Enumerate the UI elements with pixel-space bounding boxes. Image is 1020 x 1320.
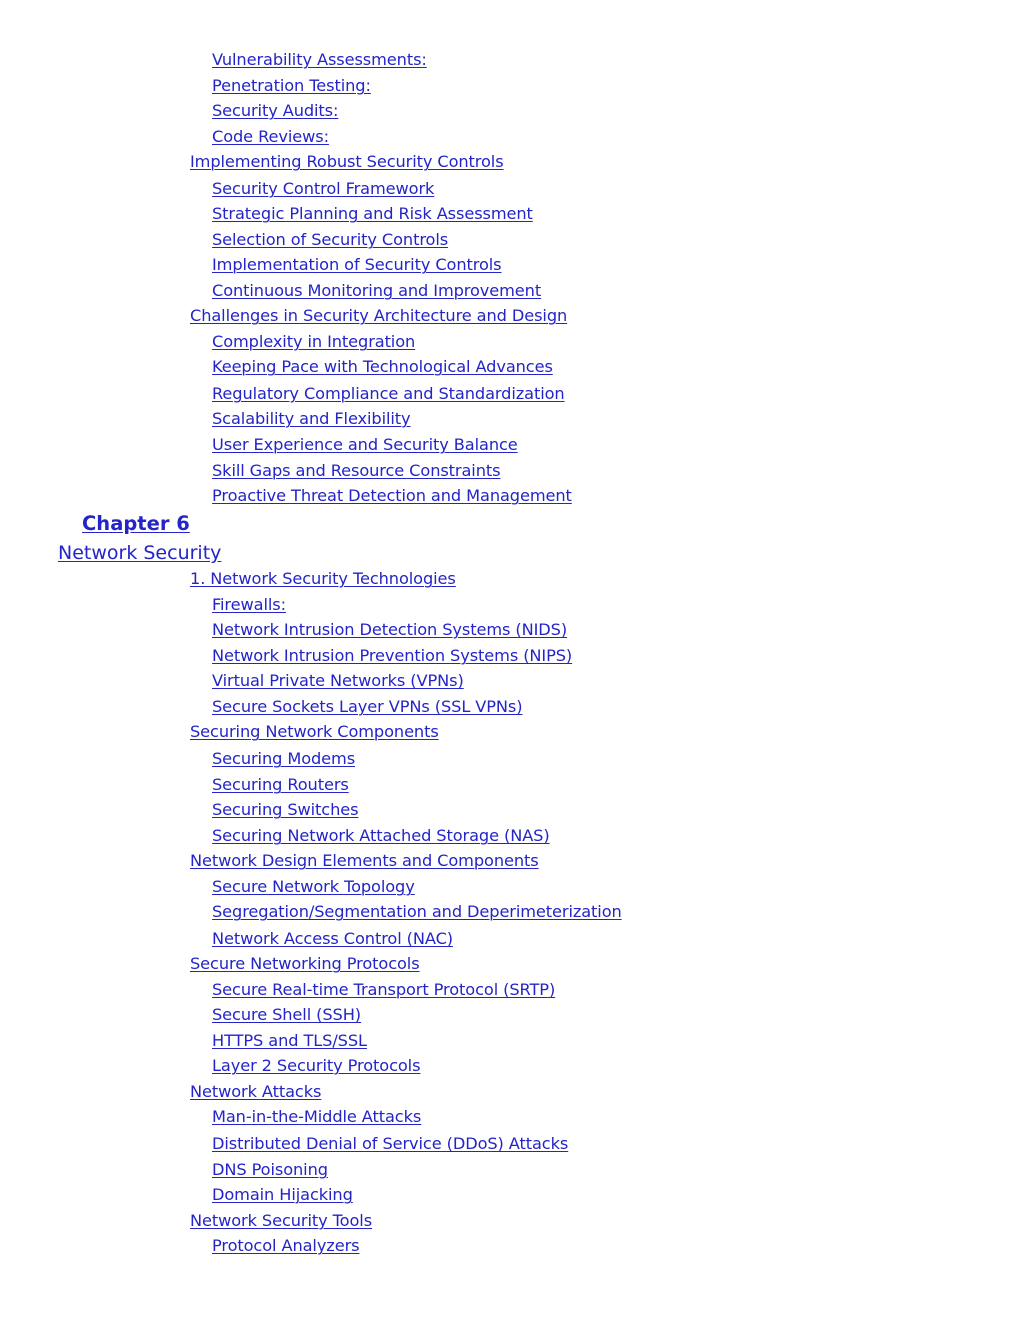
toc-item-securing-routers[interactable]: Securing Routers <box>212 775 349 794</box>
toc-item-security-audits[interactable]: Security Audits: <box>212 101 339 120</box>
toc-item-keeping-pace[interactable]: Keeping Pace with Technological Advances <box>212 357 553 376</box>
toc-item-ddos-attacks[interactable]: Distributed Denial of Service (DDoS) Attacks <box>212 1134 569 1153</box>
toc-item-dns-poisoning[interactable]: DNS Poisoning <box>212 1160 328 1179</box>
toc-item-complexity-in-integration[interactable]: Complexity in Integration <box>212 332 416 351</box>
toc-item-securing-nas[interactable]: Securing Network Attached Storage (NAS) <box>212 826 550 845</box>
toc-item-segregation-segmentation[interactable]: Segregation/Segmentation and Deperimeterization <box>212 902 622 921</box>
toc-item-ssl-vpns[interactable]: Secure Sockets Layer VPNs (SSL VPNs) <box>212 697 523 716</box>
toc-item-firewalls[interactable]: Firewalls: <box>212 595 286 614</box>
toc-item-regulatory-compliance[interactable]: Regulatory Compliance and Standardization <box>212 384 565 403</box>
toc-heading-network-security-technologies[interactable]: 1. Network Security Technologies <box>190 569 456 588</box>
toc-heading-network-attacks[interactable]: Network Attacks <box>190 1082 322 1101</box>
toc-item-srtp[interactable]: Secure Real-time Transport Protocol (SRTP) <box>212 980 556 999</box>
toc-item-mitm-attacks[interactable]: Man-in-the-Middle Attacks <box>212 1107 422 1126</box>
toc-item-scalability-flexibility[interactable]: Scalability and Flexibility <box>212 409 411 428</box>
toc-item-nac[interactable]: Network Access Control (NAC) <box>212 929 453 948</box>
toc-heading-implementing-robust-security-controls[interactable]: Implementing Robust Security Controls <box>190 152 504 171</box>
toc-item-protocol-analyzers[interactable]: Protocol Analyzers <box>212 1236 360 1255</box>
toc-item-vpns[interactable]: Virtual Private Networks (VPNs) <box>212 671 464 690</box>
toc-heading-network-security-tools[interactable]: Network Security Tools <box>190 1211 373 1230</box>
toc-item-securing-modems[interactable]: Securing Modems <box>212 749 356 768</box>
toc-item-penetration-testing[interactable]: Penetration Testing: <box>212 76 371 95</box>
toc-item-vulnerability-assessments[interactable]: Vulnerability Assessments: <box>212 50 427 69</box>
toc-heading-network-design-elements[interactable]: Network Design Elements and Components <box>190 851 539 870</box>
toc-item-security-control-framework[interactable]: Security Control Framework <box>212 179 435 198</box>
toc-item-securing-switches[interactable]: Securing Switches <box>212 800 359 819</box>
toc-heading-securing-network-components[interactable]: Securing Network Components <box>190 722 439 741</box>
toc-item-continuous-monitoring[interactable]: Continuous Monitoring and Improvement <box>212 281 542 300</box>
toc-item-nids[interactable]: Network Intrusion Detection Systems (NIDS) <box>212 620 568 639</box>
toc-item-code-reviews[interactable]: Code Reviews: <box>212 127 329 146</box>
toc-heading-challenges[interactable]: Challenges in Security Architecture and Design <box>190 306 568 325</box>
chapter-title-link[interactable]: Network Security <box>58 542 222 564</box>
toc-item-domain-hijacking[interactable]: Domain Hijacking <box>212 1185 353 1204</box>
toc-item-https-tls-ssl[interactable]: HTTPS and TLS/SSL <box>212 1031 367 1050</box>
toc-item-proactive-threat-detection[interactable]: Proactive Threat Detection and Management <box>212 486 572 505</box>
toc-item-ssh[interactable]: Secure Shell (SSH) <box>212 1005 361 1024</box>
chapter-number-link[interactable]: Chapter 6 <box>82 512 190 535</box>
toc-item-secure-network-topology[interactable]: Secure Network Topology <box>212 877 415 896</box>
toc-item-implementation-of-security-controls[interactable]: Implementation of Security Controls <box>212 255 502 274</box>
toc-item-layer2-security[interactable]: Layer 2 Security Protocols <box>212 1056 421 1075</box>
toc-item-strategic-planning[interactable]: Strategic Planning and Risk Assessment <box>212 204 533 223</box>
toc-item-selection-of-security-controls[interactable]: Selection of Security Controls <box>212 230 449 249</box>
toc-heading-secure-networking-protocols[interactable]: Secure Networking Protocols <box>190 954 420 973</box>
toc-item-skill-gaps[interactable]: Skill Gaps and Resource Constraints <box>212 461 501 480</box>
toc-item-user-experience[interactable]: User Experience and Security Balance <box>212 435 518 454</box>
toc-item-nips[interactable]: Network Intrusion Prevention Systems (NIPS) <box>212 646 573 665</box>
